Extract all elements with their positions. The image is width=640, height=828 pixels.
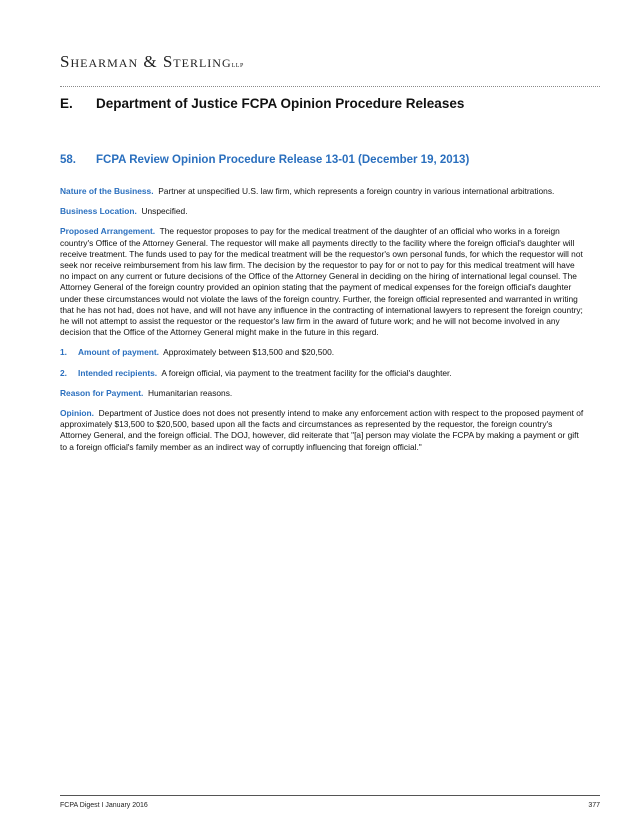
item-text: A foreign official, via payment to the treatment facility for the official's daughter. <box>161 367 452 378</box>
nature-label: Nature of the Business. <box>60 186 154 196</box>
arrangement-paragraph <box>60 226 585 338</box>
item-text: Approximately between $13,500 and $20,500. <box>163 347 335 358</box>
footer-publication: FCPA Digest I January 2016 <box>60 802 148 809</box>
item-label: Amount of payment. <box>78 347 159 358</box>
release-body <box>60 186 585 462</box>
section-letter: E. <box>60 96 73 111</box>
list-item <box>60 368 585 379</box>
footer-divider <box>60 795 600 796</box>
location-paragraph <box>60 206 585 217</box>
release-title: FCPA Review Opinion Procedure Release 13-01 (December 19, 2013) <box>96 154 470 166</box>
section-title: Department of Justice FCPA Opinion Procedure Releases <box>96 96 465 111</box>
firm-logo <box>60 52 244 72</box>
item-number: 2. <box>60 367 67 378</box>
logo-text: Shearman & Sterling <box>60 52 232 71</box>
release-number: 58. <box>60 154 76 166</box>
reason-label: Reason for Payment. <box>60 387 144 398</box>
opinion-label: Opinion. <box>60 408 94 419</box>
nature-paragraph <box>60 186 585 197</box>
section-heading <box>60 96 464 111</box>
nature-text: Partner at unspecified U.S. law firm, which represents a foreign country in various international arbitrations. <box>158 186 555 196</box>
item-number: 1. <box>60 347 67 358</box>
reason-paragraph <box>60 388 585 399</box>
arrangement-label: Proposed Arrangement. <box>60 226 156 237</box>
reason-text: Humanitarian reasons. <box>147 387 233 398</box>
logo-suffix: LLP <box>231 63 244 69</box>
location-label: Business Location. <box>60 206 137 217</box>
item-label: Intended recipients. <box>78 367 158 378</box>
release-heading <box>60 154 469 166</box>
page-number: 377 <box>588 802 600 809</box>
list-item <box>60 347 585 358</box>
header-divider <box>60 86 600 87</box>
arrangement-text: The requestor proposes to pay for the medical treatment of the daughter of an official who works in a foreign country's Office of the Attorney General. The requestor will make all payments directly to the facility where the foreign official's daughter will receive treatment. The funds used to pay for the medical treatment will be the requestor's own personal funds, for which the requestor will not seek nor receive reimbursement from his law firm. The decision by the requestor to pay for or not to pay for this medical treatment will have no impact on any current or future decisions of the Office of the Attorney General in deciding on the hiring of international legal counsel. The Attorney General of the foreign country provided an opinion stating that the payment of medical expenses for the foreign official's daughter under these circumstances would not violate the laws of the foreign country. Further, the foreign official represented and warranted in writing that he has not had, does not have, and will not have any influence in the contracting of international lawyers to represent the foreign country; he will not attempt to assist the requestor or the requestor's law firm in the award of future work; and he will not become involved in any decision that the Office of the Attorney General might make in the future in this regard. <box>60 226 583 338</box>
opinion-text: Department of Justice does not does not presently intend to make any enforcement action with respect to the proposed payment of approximately $13,500 to $20,500, based upon all the facts and circumstances as represented by the requestor, the foreign country's Attorney General, and the foreign official. The DOJ, however, did reiterate that "[a] person may violate the FCPA by making a payment or gift to a foreign official's family member as an indirect way of corruptly influencing that foreign official." <box>60 408 584 452</box>
opinion-paragraph <box>60 408 585 453</box>
location-text: Unspecified. <box>141 206 188 217</box>
